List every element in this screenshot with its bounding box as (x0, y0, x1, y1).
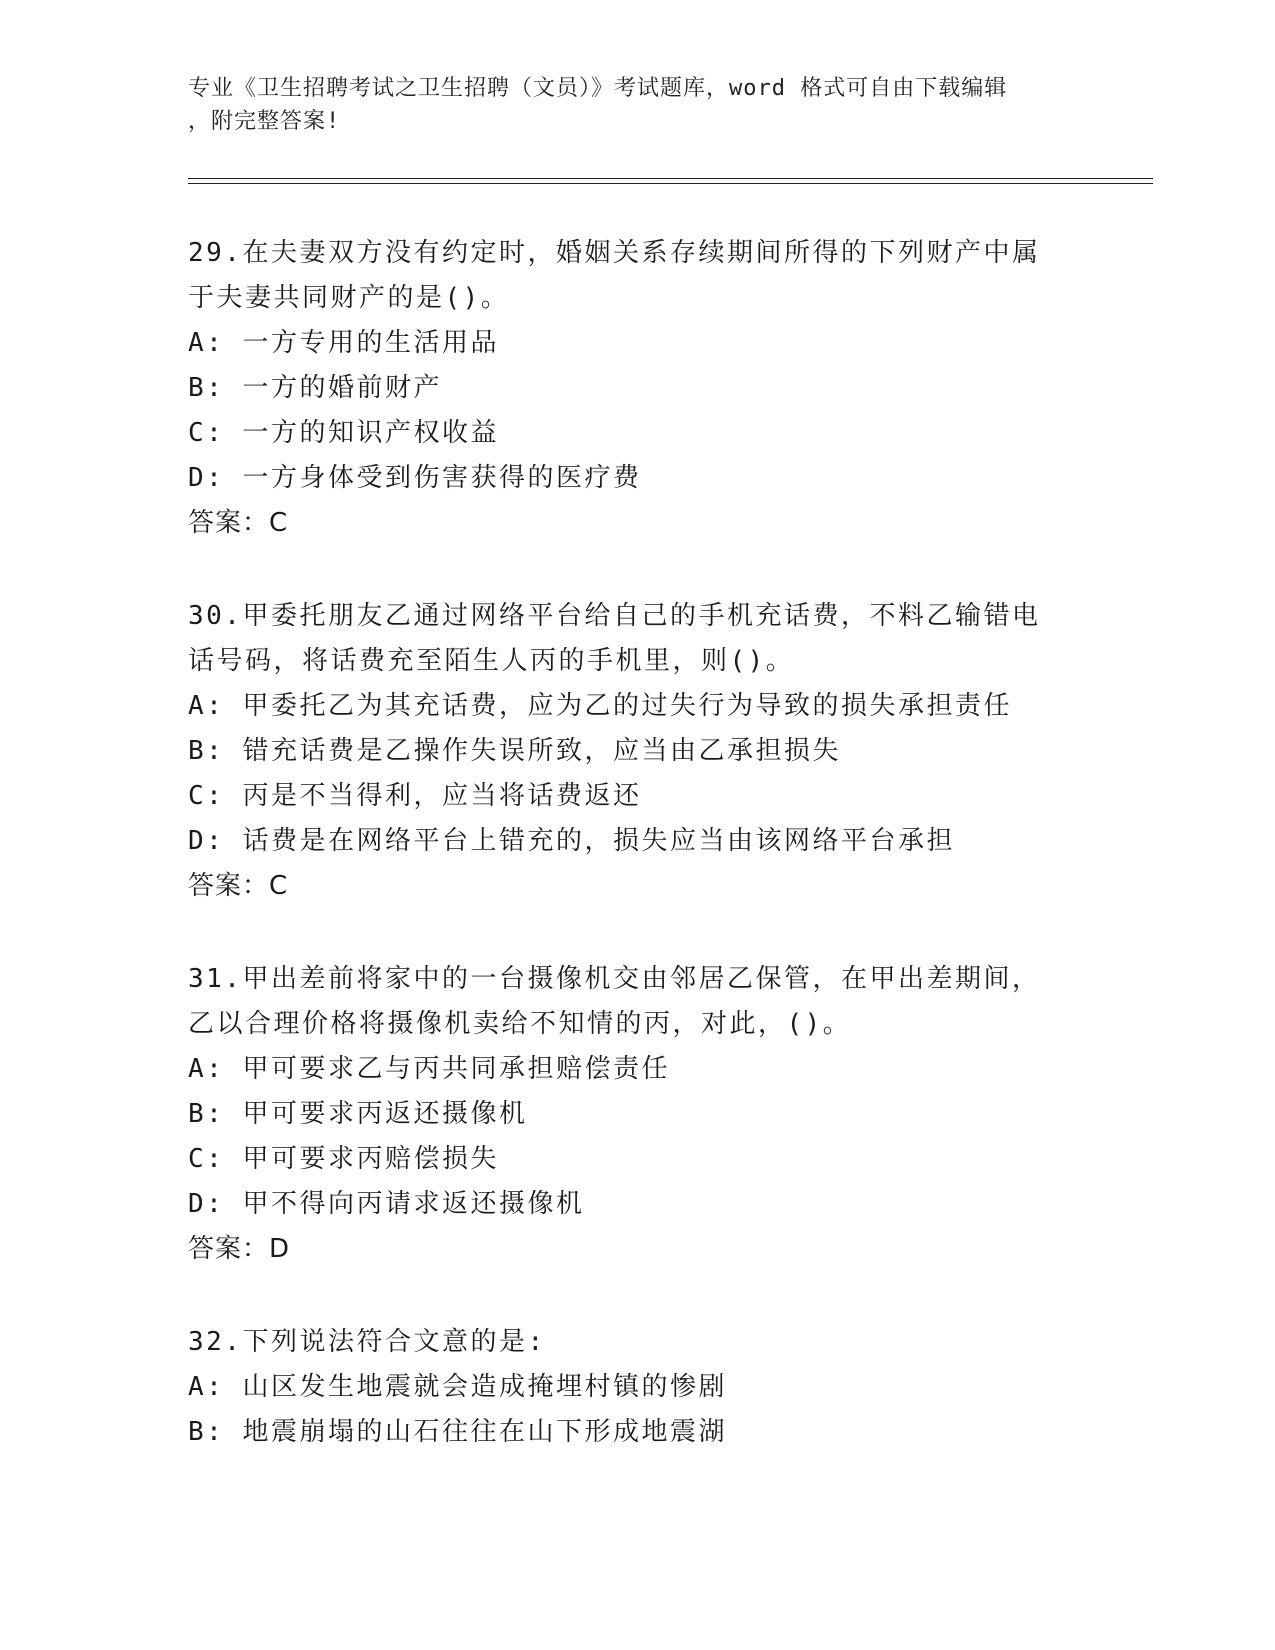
option-d: D: 甲不得向丙请求返还摄像机 (188, 1189, 585, 1219)
header-line-1: 专业《卫生招聘考试之卫生招聘（文员）》考试题库，word 格式可自由下载编辑 (188, 76, 1008, 101)
option-a: A: 甲委托乙为其充话费，应为乙的过失行为导致的损失承担责任 (188, 691, 1012, 721)
question-stem: 32.下列说法符合文意的是: (188, 1327, 546, 1357)
document-header (188, 72, 1088, 138)
header-line-2: ，附完整答案! (188, 109, 341, 134)
option-c: C: 甲可要求丙赔偿损失 (188, 1144, 499, 1174)
answer: 答案：D (188, 1234, 291, 1264)
option-b: B: 错充话费是乙操作失误所致，应当由乙承担损失 (188, 736, 841, 766)
option-a: A: 甲可要求乙与丙共同承担赔偿责任 (188, 1054, 670, 1084)
question-stem: 30.甲委托朋友乙通过网络平台给自己的手机充话费，不料乙输错电话号码，将话费充至陌生人丙的手机里，则()。 (188, 601, 1041, 676)
option-b: B: 一方的婚前财产 (188, 373, 442, 403)
option-b: B: 甲可要求丙返还摄像机 (188, 1099, 528, 1129)
option-c: C: 丙是不当得利，应当将话费返还 (188, 781, 642, 811)
answer: 答案：C (188, 508, 289, 538)
option-d: D: 话费是在网络平台上错充的，损失应当由该网络平台承担 (188, 826, 955, 856)
option-b: B: 地震崩塌的山石往往在山下形成地震湖 (188, 1417, 727, 1447)
question-31 (188, 957, 1068, 1272)
question-32 (188, 1320, 1068, 1455)
option-c: C: 一方的知识产权收益 (188, 418, 499, 448)
question-30 (188, 594, 1068, 909)
option-a: A: 山区发生地震就会造成掩埋村镇的惨剧 (188, 1372, 727, 1402)
answer: 答案：C (188, 871, 289, 901)
question-stem: 31.甲出差前将家中的一台摄像机交由邻居乙保管，在甲出差期间，乙以合理价格将摄像机卖给不知情的丙，对此，()。 (188, 964, 1041, 1039)
header-divider-bottom (188, 183, 1153, 184)
question-29 (188, 231, 1068, 546)
option-a: A: 一方专用的生活用品 (188, 328, 499, 358)
question-stem: 29.在夫妻双方没有约定时，婚姻关系存续期间所得的下列财产中属于夫妻共同财产的是()。 (188, 238, 1041, 313)
header-divider-top (188, 178, 1153, 179)
option-d: D: 一方身体受到伤害获得的医疗费 (188, 463, 642, 493)
